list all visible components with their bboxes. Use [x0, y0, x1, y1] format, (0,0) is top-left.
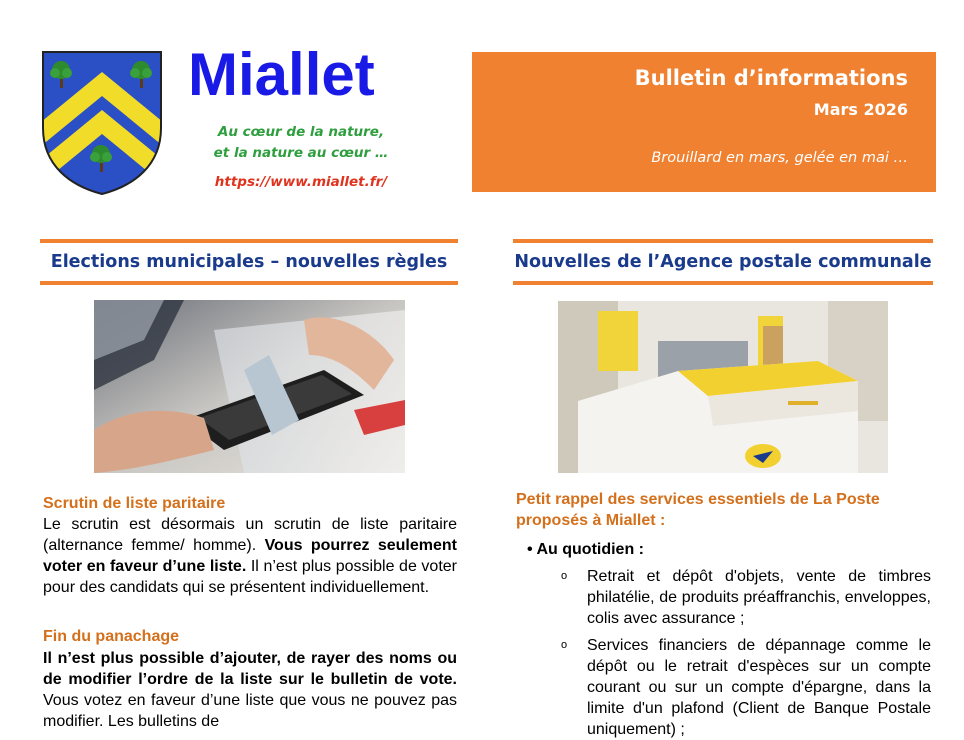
service-item-text: Services financiers de dépannage comme le dépôt ou le retrait d'espèces sur un compte courant ou sur un compte d'épargne, dans la limite d'un plafond (Client de Banque Postale uniquement) ;	[587, 637, 931, 738]
quotidien-label: Au quotidien :	[536, 541, 644, 558]
section-heading-post-office: Nouvelles de l’Agence postale communale	[513, 239, 933, 285]
section-heading-elections: Elections municipales – nouvelles règles	[40, 239, 458, 285]
ballot-box-photo	[94, 300, 405, 473]
paragraph-scrutin	[43, 514, 457, 598]
website-link[interactable]: https://www.miallet.fr/	[214, 174, 388, 190]
tagline-line-1: Au cœur de la nature,	[217, 124, 385, 140]
para2-text-bold: Il n’est plus possible d’ajouter, de rayer des noms ou de modifier l’ordre de la liste sur le bulletin de vote.	[43, 650, 457, 688]
paragraph-panachage	[43, 648, 457, 732]
service-item-text: Retrait et dépôt d'objets, vente de timbres philatélie, de produits préaffranchis, enveloppes, colis avec assurance ;	[587, 568, 931, 627]
circle-bullet-icon: o	[561, 570, 568, 582]
subheading-scrutin: Scrutin de liste paritaire	[43, 495, 226, 512]
bulletin-date: Mars 2026	[813, 100, 908, 119]
bulletin-title: Bulletin d’informations	[634, 66, 908, 90]
tagline	[196, 122, 406, 164]
para1-text-bold: Vous pourrez seulement voter en faveur d’une liste.	[43, 537, 457, 575]
para2-text-b: Vous votez en faveur d’une liste que vous ne pouvez pas modifier. Les bulletins de	[43, 692, 457, 730]
service-item-financial	[561, 635, 931, 740]
bullet-icon: •	[527, 541, 533, 558]
coat-of-arms	[41, 50, 163, 196]
town-name: Miallet	[188, 41, 375, 108]
circle-bullet-icon: o	[561, 639, 568, 651]
subheading-rappel: Petit rappel des services essentiels de La Poste proposés à Miallet :	[516, 491, 880, 529]
bulletin-proverb: Brouillard en mars, gelée en mai …	[651, 150, 908, 166]
para1-text-c: Il n’est plus possible de voter pour des candidats qui se présentent individuellement.	[43, 558, 457, 596]
para1-text-a: Le scrutin est désormais un scrutin de liste paritaire (alternance femme/ homme).	[43, 516, 457, 554]
list-item-quotidien	[527, 539, 644, 560]
bulletin-banner	[472, 52, 936, 192]
tagline-line-2: et la nature au cœur …	[213, 145, 389, 161]
service-item-objects	[561, 566, 931, 629]
post-office-counter-photo	[558, 301, 888, 473]
subheading-panachage: Fin du panachage	[43, 628, 180, 645]
